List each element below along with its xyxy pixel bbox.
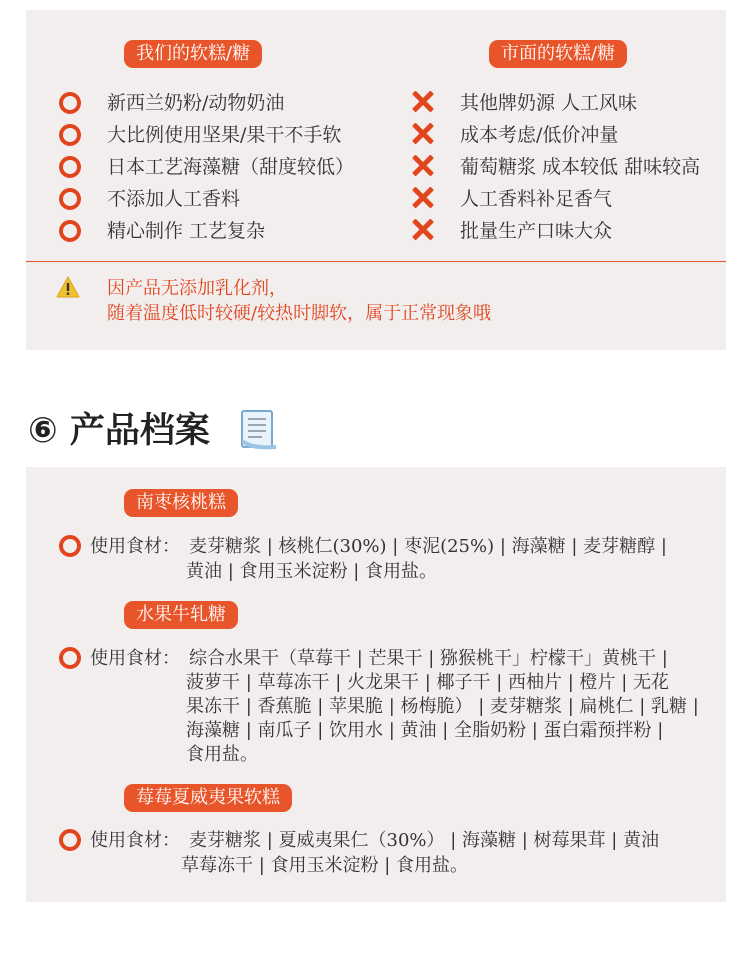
ingredients-line: 麦芽糖浆 | 核桃仁(30%) | 枣泥(25%) | 海藻糖 | 麦芽糖醇 | xyxy=(189,536,667,557)
circle-icon xyxy=(59,220,81,242)
circle-icon xyxy=(59,535,81,557)
notice-text-line1: 因产品无添加乳化剂， xyxy=(107,278,287,299)
cross-icon xyxy=(412,186,434,208)
ingredients-label: 使用食材： xyxy=(90,648,180,669)
ours-item: 新西兰奶粉/动物奶油 xyxy=(107,92,285,114)
comparison-panel xyxy=(26,10,726,350)
ingredients-label: 使用食材： xyxy=(90,536,180,557)
market-item: 批量生产口味大众 xyxy=(460,220,613,242)
ingredients-line: 综合水果干（草莓干 | 芒果干 | 猕猴桃干」柠檬干」黄桃干 | xyxy=(189,648,668,669)
ours-item: 大比例使用坚果/果干不手软 xyxy=(107,124,342,146)
circle-icon xyxy=(59,188,81,210)
ingredients-line: 食用盐。 xyxy=(186,744,258,765)
product-name-badge: 南枣核桃糕 xyxy=(124,489,238,517)
market-item: 葡萄糖浆 成本较低 甜味较高 xyxy=(460,156,701,178)
ingredients-line: 果冻干 | 香蕉脆 | 苹果脆 | 杨梅脆） | 麦芽糖浆 | 扁桃仁 | 乳糖 | xyxy=(186,696,699,717)
ingredients-label: 使用食材： xyxy=(90,830,180,851)
market-item: 人工香料补足香气 xyxy=(460,188,613,210)
ours-item: 精心制作 工艺复杂 xyxy=(107,220,266,242)
section-title: ⑥ 产品档案 xyxy=(28,411,210,451)
circle-icon xyxy=(59,647,81,669)
cross-icon xyxy=(412,122,434,144)
circle-icon xyxy=(59,92,81,114)
product-name-badge: 莓莓夏威夷果软糕 xyxy=(124,784,292,812)
document-icon xyxy=(240,409,278,451)
ingredients-line: 麦芽糖浆 | 夏威夷果仁（30%） | 海藻糖 | 树莓果茸 | 黄油 xyxy=(189,830,660,851)
ingredients-line: 海藻糖 | 南瓜子 | 饮用水 | 黄油 | 全脂奶粉 | 蛋白霜预拌粉 | xyxy=(186,720,664,741)
cross-icon xyxy=(412,218,434,240)
market-title-badge: 市面的软糕/糖 xyxy=(489,40,627,68)
warning-icon xyxy=(56,276,80,298)
market-item: 其他牌奶源 人工风味 xyxy=(460,92,638,114)
divider xyxy=(26,261,726,262)
cross-icon xyxy=(412,154,434,176)
product-archive-panel xyxy=(26,467,726,902)
circle-icon xyxy=(59,156,81,178)
ingredients-line: 草莓冻干 | 食用玉米淀粉 | 食用盐。 xyxy=(181,855,469,876)
ours-item: 不添加人工香料 xyxy=(107,188,241,210)
ours-title-badge: 我们的软糕/糖 xyxy=(124,40,262,68)
circle-icon xyxy=(59,829,81,851)
ingredients-line: 菠萝干 | 草莓冻干 | 火龙果干 | 椰子干 | 西柚片 | 橙片 | 无花 xyxy=(186,672,670,693)
product-name-badge: 水果牛轧糖 xyxy=(124,601,238,629)
cross-icon xyxy=(412,90,434,112)
circle-icon xyxy=(59,124,81,146)
market-item: 成本考虑/低价冲量 xyxy=(460,124,619,146)
ours-item: 日本工艺海藻糖（甜度较低） xyxy=(107,156,355,178)
ingredients-line: 黄油 | 食用玉米淀粉 | 食用盐。 xyxy=(186,561,438,582)
notice-text-line2: 随着温度低时较硬/较热时脚软，属于正常现象哦 xyxy=(107,303,492,324)
